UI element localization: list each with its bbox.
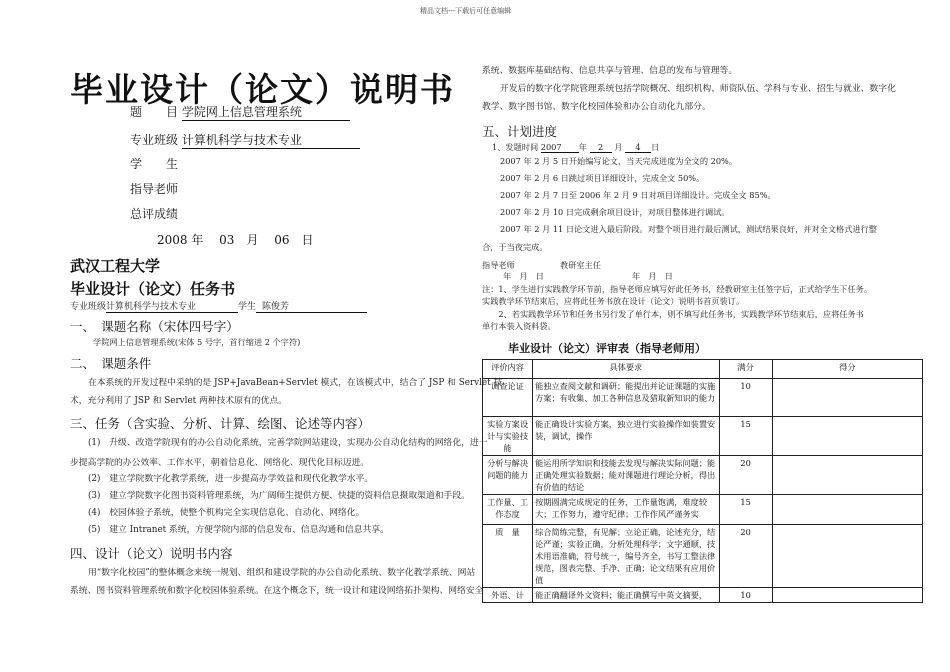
table-row	[483, 456, 923, 495]
plan-item: 2007 年 2 月 10 日完成剩余项目设计，对项目整体进行调试。	[500, 207, 730, 217]
criterion-requirement: 能运用所学知识和技能去发现与解决实际问题；能正确处理实验数据；能对课题进行理论分析，得出有价值的结论	[533, 456, 719, 495]
criterion-score	[772, 525, 922, 588]
university-name: 武汉工程大学	[70, 257, 161, 275]
criterion-score	[772, 495, 922, 525]
table-header-cell: 得分	[772, 360, 922, 379]
table-row	[483, 379, 923, 417]
topic-label: 题 目	[130, 105, 179, 119]
sec2-body-1: 在本系统的开发过程中采纳的是 JSP+JavaBean+Servlet 模式，在该模式中，结合了 JSP 和 Servlet 技	[88, 378, 503, 388]
criterion-full-score: 15	[719, 495, 772, 525]
criterion-name: 外语、计	[483, 588, 533, 603]
issue-time-line	[492, 142, 659, 153]
cont-line-2: 开发后的数字化学院管理系统包括学院概况、组织机构、师资队伍、学科与专业、招生与就业、数字化	[500, 84, 896, 94]
sec3-item: (1) 升级、改造学院现有的办公自动化系统，完善学院网站建设，实现办公自动化结构的网络化，进一	[88, 438, 488, 448]
criterion-requirement: 综合简练完整，有见解；立论正确，论述充分，结论严谨；实验正确，分析处理科学；文字通顺，技术用语准确，符号统一，编号齐全，书写工整法律规范，图表完整、手净、正确；论文结果有应用价值	[533, 525, 719, 588]
topic-value: 学院网上信息管理系统	[182, 103, 350, 121]
criterion-name: 质 量	[483, 525, 533, 588]
sec3-item: (3) 建立学院数字化图书资料管理系统，为广阔师生提供方便、快捷的资料信息摄取渠道和手段。	[88, 491, 470, 501]
doc-title: 毕业设计（论文）说明书	[70, 70, 455, 109]
criterion-full-score: 20	[719, 456, 772, 495]
plan-item: 2007 年 2 月 7 日至 2006 年 2 月 9 日对项目详细设计。完成全文 85%。	[500, 190, 776, 200]
issue-prefix: 1、发题时间	[492, 142, 539, 152]
criterion-score	[772, 588, 922, 603]
header-note: 精品文档---下载后可任意编辑	[420, 7, 512, 15]
plan-item: 2007 年 2 月 6 日跳过项目详细设计，完成全文 50%。	[500, 173, 705, 183]
note-line-1: 注：1、学生进行实践教学环节前，指导老师应填写好此任务书，经教研室主任签字后，正式给学生下任务。	[482, 284, 873, 294]
student-line-value: 陈俊芳	[256, 299, 367, 313]
table-row	[483, 525, 923, 588]
criterion-full-score: 20	[719, 525, 772, 588]
criterion-full-score: 15	[719, 417, 772, 456]
advisor-sign-label: 指导老师	[482, 260, 515, 270]
note-line-4: 单行本装入资料袋。	[482, 321, 556, 331]
sec3-item: 步提高学院的办公效率、工作水平，朝着信息化、网络化、现代化目标迈进。	[70, 458, 370, 468]
advisor-label: 指导老师	[130, 182, 179, 196]
issue-date: 2008 年 03 月 06 日	[157, 233, 314, 247]
sec2-title: 二、 课题条件	[70, 356, 152, 371]
review-table	[482, 359, 923, 603]
table-header-cell: 具体要求	[533, 360, 719, 379]
class-line-label: 专业班级	[70, 302, 107, 312]
sec2-body-2: 术，充分利用了 JSP 和 Servlet 两种技术原有的优点。	[70, 396, 287, 406]
sec5-title: 五、计划进度	[482, 124, 558, 139]
table-row	[483, 588, 923, 603]
topic-row	[130, 103, 350, 121]
table-header-cell: 评价内容	[483, 360, 533, 379]
criterion-name: 工作量、工作态度	[483, 495, 533, 525]
issue-year: 2007	[541, 142, 579, 153]
issue-day: 4	[625, 142, 651, 153]
table-header-cell: 满分	[719, 360, 772, 379]
sec3-item: (5) 建立 Intranet 系统，方便学院内部的信息发布、信息沟通和信息共享。	[88, 525, 389, 535]
criterion-name: 分析与解决问题的能力	[483, 456, 533, 495]
student-label: 学 生	[130, 157, 179, 171]
review-table-title: 毕业设计（论文）评审表（指导老师用）	[508, 342, 706, 355]
table-row	[483, 495, 923, 525]
student-line-label: 学生	[238, 302, 257, 312]
plan-item: 合，于当夜完成。	[482, 242, 548, 252]
sec4-body-1: 用“数字化校园”的整体概念来统一规划、组织和建设学院的办公自动化系统、数字化教学系统、网站	[88, 568, 476, 578]
criterion-requirement: 能正确设计实验方案，独立进行实验操作如装置安装，调试，操作	[533, 417, 719, 456]
note-line-2: 实践教学环节结束后，应将此任务书放在设计（论文）说明书首页装订。	[482, 296, 745, 306]
issue-month-unit: 月	[614, 142, 623, 152]
class-label: 专业班级	[130, 133, 179, 147]
director-sign-date: 年 月 日	[632, 271, 673, 281]
task-title: 毕业设计（论文）任务书	[70, 280, 236, 298]
sec3-item: (2) 建立学院数字化教学系统，进一步提高办学效益和现代化教学水平。	[88, 474, 374, 484]
criterion-score	[772, 379, 922, 417]
criterion-score	[772, 417, 922, 456]
sec1-title: 一、 课题名称（宋体四号字）	[70, 319, 239, 334]
criterion-requirement: 按期圆满完成规定的任务，工作量饱满，难度较大；工作努力，遵守纪律；工作作风严谨务实	[533, 495, 719, 525]
plan-item: 2007 年 2 月 5 日开始编写论文，当天完成进度为全文的 20%。	[500, 156, 738, 166]
table-header-row	[483, 360, 923, 379]
criterion-full-score: 10	[719, 588, 772, 603]
issue-year-unit: 年	[578, 142, 587, 152]
criterion-full-score: 10	[719, 379, 772, 417]
sec3-item: (4) 校园体验子系统，使整个机构完全实现信息化、自动化、网络化。	[88, 508, 365, 518]
criterion-requirement: 能独立查阅文献和调研；能提出并论证课题的实施方案；有收集、加工各种信息及猎取新知识的能力	[533, 379, 719, 417]
cont-line-3: 教学、数字图书馆、数字化校园体验和办公自动化九部分。	[482, 102, 711, 112]
sec4-title: 四、设计（论文）说明书内容	[70, 546, 233, 561]
score-label: 总评成绩	[130, 207, 179, 221]
class-row	[130, 131, 360, 149]
sec1-body: 学院网上信息管理系统(宋体 5 号字，首行缩进 2 个字符)	[93, 337, 301, 347]
cont-line-1: 系统、数据库基础结构、信息共享与管理、信息的发布与管理等。	[482, 66, 738, 76]
criterion-requirement: 能正确翻译外文资料；能正确撰写中英文摘要，	[533, 588, 719, 603]
class-line-value: 计算机科学与技术专业	[106, 299, 238, 313]
class-student-line	[70, 299, 367, 313]
criterion-score	[772, 456, 922, 495]
table-row	[483, 417, 923, 456]
criterion-name: 实验方案设计与实验技能	[483, 417, 533, 456]
issue-month: 2	[590, 142, 612, 153]
class-value: 计算机科学与技术专业	[182, 131, 360, 149]
director-sign-label: 教研室主任	[560, 260, 601, 270]
issue-day-unit: 日	[651, 142, 660, 152]
plan-item: 2007 年 2 月 11 日论文进入最后阶段。对整个项目进行最后测试，测试结果良好，并对全文格式进行整	[500, 224, 877, 234]
note-line-3: 2、若实践教学环节和任务书另行发了单行本，则不填写此任务书，实践教学环节结束后，应将任务书	[482, 309, 864, 319]
sec3-title: 三、任务（含实验、分析、计算、绘图、论述等内容）	[70, 416, 371, 431]
criterion-name: 调查论证	[483, 379, 533, 417]
sec4-body-2: 系统、图书资料管理系统和数字化校园体验系统。在这个概念下，统一设计和建设网络拓扑架构、网络安全	[70, 586, 484, 596]
advisor-sign-date: 年 月 日	[503, 271, 544, 281]
